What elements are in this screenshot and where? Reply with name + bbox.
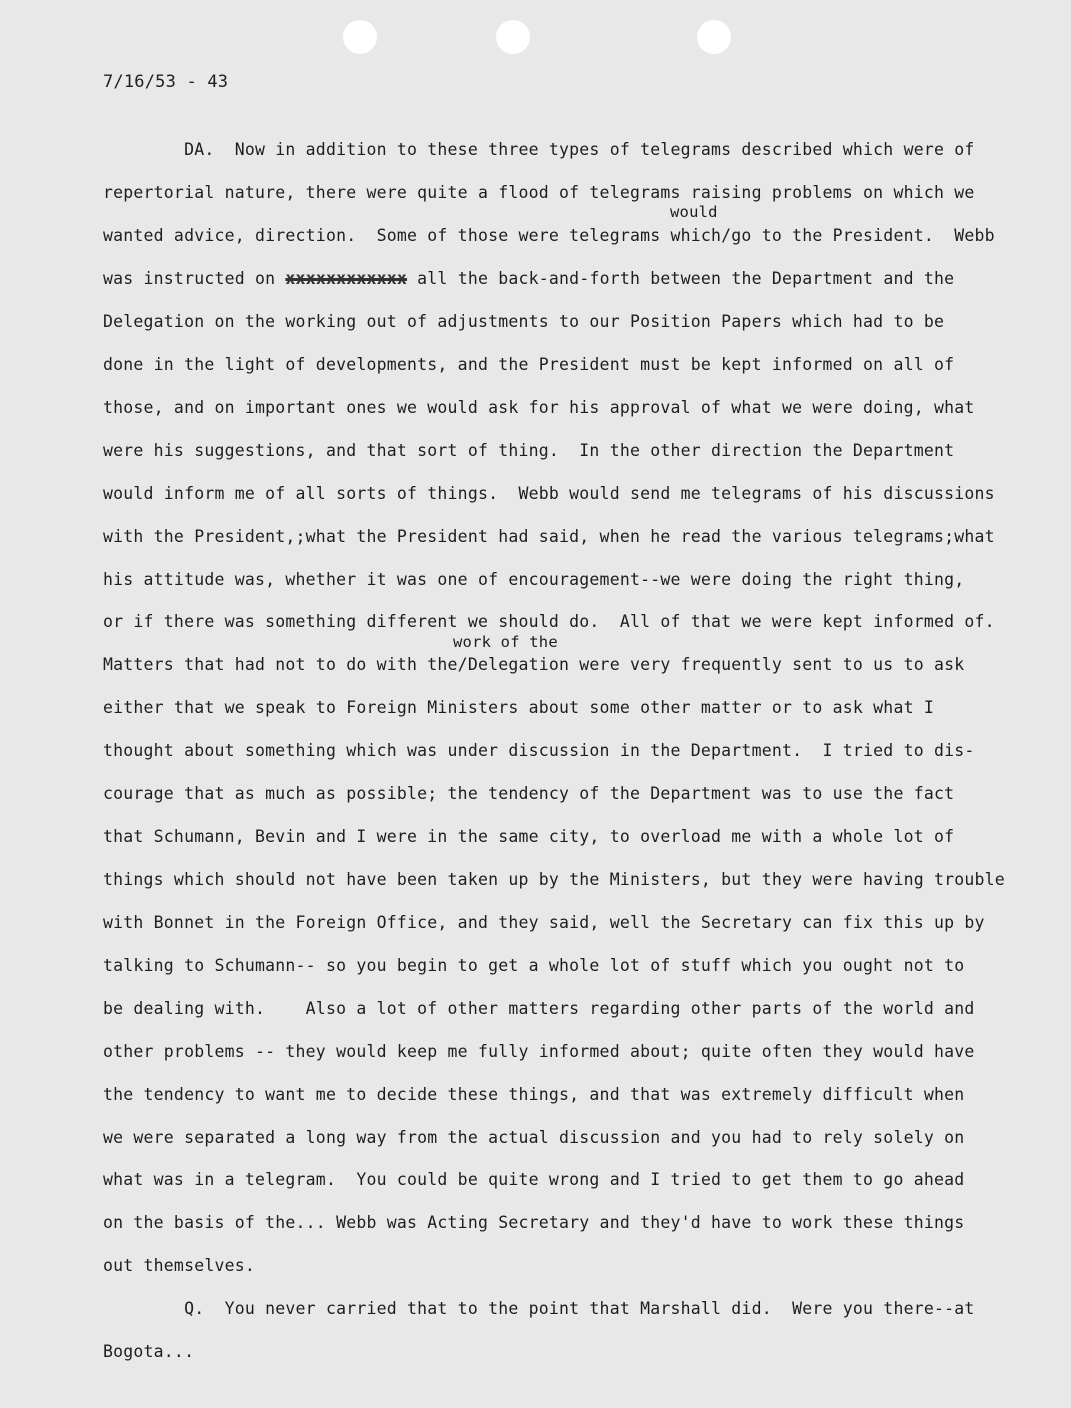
text-line: repertorial nature, there were quite a flood of telegrams raising problems on which we <box>103 183 975 202</box>
text-line: his attitude was, whether it was one of encouragement--we were doing the right thing, <box>103 570 965 589</box>
text-line: or if there was something different we should do. All of that we were kept informed of. <box>103 612 995 631</box>
text-line: with Bonnet in the Foreign Office, and they said, well the Secretary can fix this up by <box>103 913 985 932</box>
text-line: Matters that had not to do with the/Delegation were very frequently sent to us to ask <box>103 655 965 674</box>
text-line: thought about something which was under discussion in the Department. I tried to dis- <box>103 741 975 760</box>
text-line: done in the light of developments, and the President must be kept informed on all of <box>103 355 955 374</box>
text-line: the tendency to want me to decide these things, and that was extremely difficult when <box>103 1085 965 1104</box>
text-line: with the President,;what the President had said, when he read the various telegrams;what <box>103 527 995 546</box>
text-line: wanted advice, direction. Some of those were telegrams which/go to the President. Webb <box>103 226 995 245</box>
struck-out-text: xxxxxxxxxxxx <box>285 269 408 288</box>
interlinear-insertion: work of the <box>453 633 558 651</box>
text-line: on the basis of the... Webb was Acting Secretary and they'd have to work these things <box>103 1213 965 1232</box>
text-line: other problems -- they would keep me fully informed about; quite often they would have <box>103 1042 975 1061</box>
text-line: be dealing with. Also a lot of other matters regarding other parts of the world and <box>103 999 975 1018</box>
punch-hole <box>343 20 377 54</box>
page-reference: 7/16/53 - 43 <box>103 72 229 92</box>
text-segment: all the back-and-forth between the Department and the <box>407 269 955 288</box>
text-line: out themselves. <box>103 1256 256 1275</box>
text-line: things which should not have been taken up by the Ministers, but they were having trouble <box>103 870 1005 889</box>
interlinear-insertion: would <box>670 203 718 221</box>
text-line: that Schumann, Bevin and I were in the same city, to overload me with a whole lot of <box>103 827 955 846</box>
text-line: were his suggestions, and that sort of thing. In the other direction the Department <box>103 441 955 460</box>
text-line <box>103 269 954 288</box>
text-line: Bogota... <box>103 1342 195 1361</box>
text-line: courage that as much as possible; the tendency of the Department was to use the fact <box>103 784 955 803</box>
text-line: talking to Schumann-- so you begin to get a whole lot of stuff which you ought not to <box>103 956 965 975</box>
text-line: Q. You never carried that to the point that Marshall did. Were you there--at <box>103 1299 975 1318</box>
punch-hole <box>697 20 731 54</box>
text-segment: was instructed on <box>103 269 286 288</box>
text-line: would inform me of all sorts of things. Webb would send me telegrams of his discussions <box>103 484 995 503</box>
text-line: Delegation on the working out of adjustments to our Position Papers which had to be <box>103 312 945 331</box>
text-line: what was in a telegram. You could be quite wrong and I tried to get them to go ahead <box>103 1170 965 1189</box>
punch-hole <box>496 20 530 54</box>
text-line: we were separated a long way from the actual discussion and you had to rely solely on <box>103 1128 965 1147</box>
text-line: those, and on important ones we would ask for his approval of what we were doing, what <box>103 398 975 417</box>
text-line: either that we speak to Foreign Ministers about some other matter or to ask what I <box>103 698 934 717</box>
text-line: DA. Now in addition to these three types of telegrams described which were of <box>103 140 975 159</box>
